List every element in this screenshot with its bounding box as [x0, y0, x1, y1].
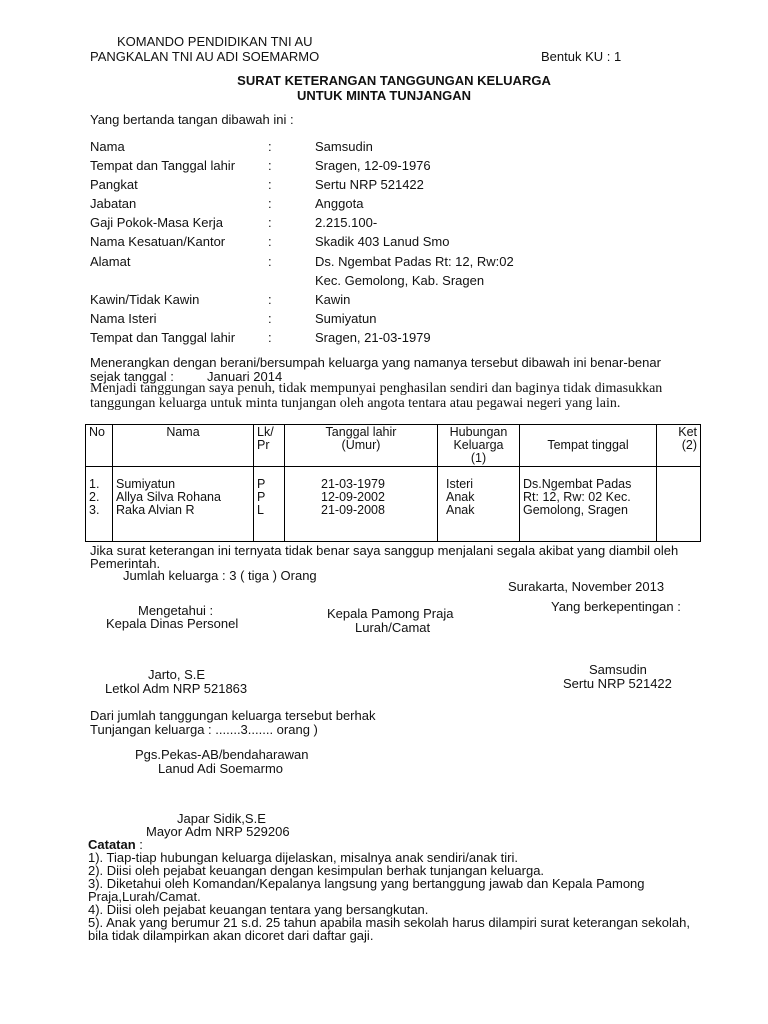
- berhak-line2: Tunjangan keluarga : .......3....... orang ): [90, 722, 318, 737]
- field-label: Tempat dan Tanggal lahir: [90, 330, 236, 345]
- jarto-name: Jarto, S.E: [148, 667, 206, 682]
- jarto-rank: Letkol Adm NRP 521863: [105, 681, 248, 696]
- catatan-item-5: 5). Anak yang berumur 21 s.d. 25 tahun apabila masih sekolah harus dilampiri surat keterangan sekolah, bila tidak dilampirkan akan dicoret dari daftar gaji.: [88, 915, 690, 943]
- statement-paragraph: Menjadi tanggungan saya penuh, tidak mempunyai penghasilan sendiri dan baginya tidak dimasukkan tanggungan keluarga untuk minta tunjangan oleh angota tentara atau pegawai negeri yang lain.: [90, 381, 663, 411]
- statement-date: Januari 2014: [207, 369, 283, 384]
- header-nama: Nama: [113, 425, 254, 467]
- catatan-heading: Catatan :: [88, 837, 143, 852]
- cell-lkpr: P P L: [254, 467, 285, 542]
- field-label: Nama: [90, 139, 125, 154]
- field-colon: :: [268, 234, 272, 249]
- intro-text: Yang bertanda tangan dibawah ini :: [90, 112, 294, 127]
- pekas-rank: Mayor Adm NRP 529206: [146, 824, 290, 839]
- cell-ket: [657, 467, 701, 542]
- field-colon: :: [268, 215, 272, 230]
- header-no: No: [86, 425, 113, 467]
- field-value: Samsudin: [315, 139, 373, 154]
- pekas-name: Japar Sidik,S.E: [177, 811, 266, 826]
- document-title-line2: UNTUK MINTA TUNJANGAN: [296, 88, 472, 103]
- header-ket: Ket (2): [657, 425, 701, 467]
- field-label: Jabatan: [90, 196, 137, 211]
- mengetahui-label: Mengetahui :: [138, 603, 214, 618]
- field-label: Pangkat: [90, 177, 138, 192]
- field-value: Sragen, 21-03-1979: [315, 330, 431, 345]
- cell-no: 1. 2. 3.: [86, 467, 113, 542]
- catatan-item-2: 2). Diisi oleh pejabat keuangan dengan kesimpulan berhak tunjangan keluarga.: [88, 863, 545, 878]
- berkepentingan-label: Yang berkepentingan :: [551, 599, 681, 614]
- catatan-item-4: 4). Diisi oleh pejabat keuangan tentara yang bersangkutan.: [88, 902, 429, 917]
- form-code: Bentuk KU : 1: [541, 49, 622, 64]
- document-title-line1: SURAT KETERANGAN TANGGUNGAN KELUARGA: [237, 73, 551, 88]
- samsudin-name: Samsudin: [589, 662, 647, 677]
- field-colon: :: [268, 177, 272, 192]
- samsudin-rank: Sertu NRP 521422: [563, 676, 672, 691]
- field-colon: :: [268, 330, 272, 345]
- field-value: Kawin: [315, 292, 351, 307]
- statement-line1: Menerangkan dengan berani/bersumpah keluarga yang namanya tersebut dibawah ini benar-benar: [90, 355, 661, 370]
- kadis-title: Kepala Dinas Personel: [106, 616, 239, 631]
- family-table: [85, 424, 701, 542]
- family-count: Jumlah keluarga : 3 ( tiga ) Orang: [123, 568, 317, 583]
- table-body-row: [86, 467, 701, 542]
- catatan-item-1: 1). Tiap-tiap hubungan keluarga dijelaskan, misalnya anak sendiri/anak tiri.: [88, 850, 518, 865]
- field-label: Kawin/Tidak Kawin: [90, 292, 200, 307]
- field-value: Ds. Ngembat Padas Rt: 12, Rw:02: [315, 254, 514, 269]
- field-colon: :: [268, 196, 272, 211]
- field-label: Nama Kesatuan/Kantor: [90, 234, 226, 249]
- place-date: Surakarta, November 2013: [508, 579, 665, 594]
- pekas-title-line2: Lanud Adi Soemarmo: [158, 761, 284, 776]
- header-tempat-tinggal: Tempat tinggal: [520, 425, 657, 467]
- cell-hubungan: Isteri Anak Anak: [438, 467, 520, 542]
- field-colon: :: [268, 254, 272, 269]
- field-label: Alamat: [90, 254, 131, 269]
- field-label: Gaji Pokok-Masa Kerja: [90, 215, 223, 230]
- field-value: Anggota: [315, 196, 364, 211]
- field-value: Kec. Gemolong, Kab. Sragen: [315, 273, 485, 288]
- field-value: Sertu NRP 521422: [315, 177, 424, 192]
- field-colon: :: [268, 292, 272, 307]
- org-name-line1: KOMANDO PENDIDIKAN TNI AU: [117, 34, 313, 49]
- header-hubungan: Hubungan Keluarga (1): [438, 425, 520, 467]
- field-value: Sumiyatun: [315, 311, 377, 326]
- kpp-title-line1: Kepala Pamong Praja: [327, 606, 454, 621]
- statement-date-label: sejak tanggal :: [90, 369, 174, 384]
- field-colon: :: [268, 158, 272, 173]
- catatan-item-3: 3). Diketahui oleh Komandan/Kepalanya langsung yang bertanggung jawab dan Kepala Pamong Praja,Lurah/Camat.: [88, 876, 645, 904]
- header-tanggal-lahir: Tanggal lahir (Umur): [285, 425, 438, 467]
- cell-nama: Sumiyatun Allya Silva Rohana Raka Alvian R: [113, 467, 254, 542]
- table-header-row: [86, 425, 701, 467]
- field-value: Sragen, 12-09-1976: [315, 158, 431, 173]
- berhak-line1: Dari jumlah tanggungan keluarga tersebut berhak: [90, 708, 376, 723]
- field-label: Nama Isteri: [90, 311, 157, 326]
- field-label: Tempat dan Tanggal lahir: [90, 158, 236, 173]
- pekas-title-line1: Pgs.Pekas-AB/bendaharawan: [135, 747, 309, 762]
- field-colon: :: [268, 139, 272, 154]
- org-name-line2: PANGKALAN TNI AU ADI SOEMARMO: [90, 49, 320, 64]
- cell-tanggal-lahir: 21-03-1979 12-09-2002 21-09-2008: [285, 467, 438, 542]
- field-colon: :: [268, 311, 272, 326]
- header-lkpr: Lk/ Pr: [254, 425, 285, 467]
- after-table-statement: Jika surat keterangan ini ternyata tidak benar saya sanggup menjalani segala akibat yang diambil oleh Pemerintah.: [90, 543, 679, 571]
- field-value: Skadik 403 Lanud Smo: [315, 234, 450, 249]
- field-value: 2.215.100-: [315, 215, 378, 230]
- kpp-title-line2: Lurah/Camat: [355, 620, 431, 635]
- cell-tempat-tinggal: Ds.Ngembat Padas Rt: 12, Rw: 02 Kec. Gemolong, Sragen: [520, 467, 657, 542]
